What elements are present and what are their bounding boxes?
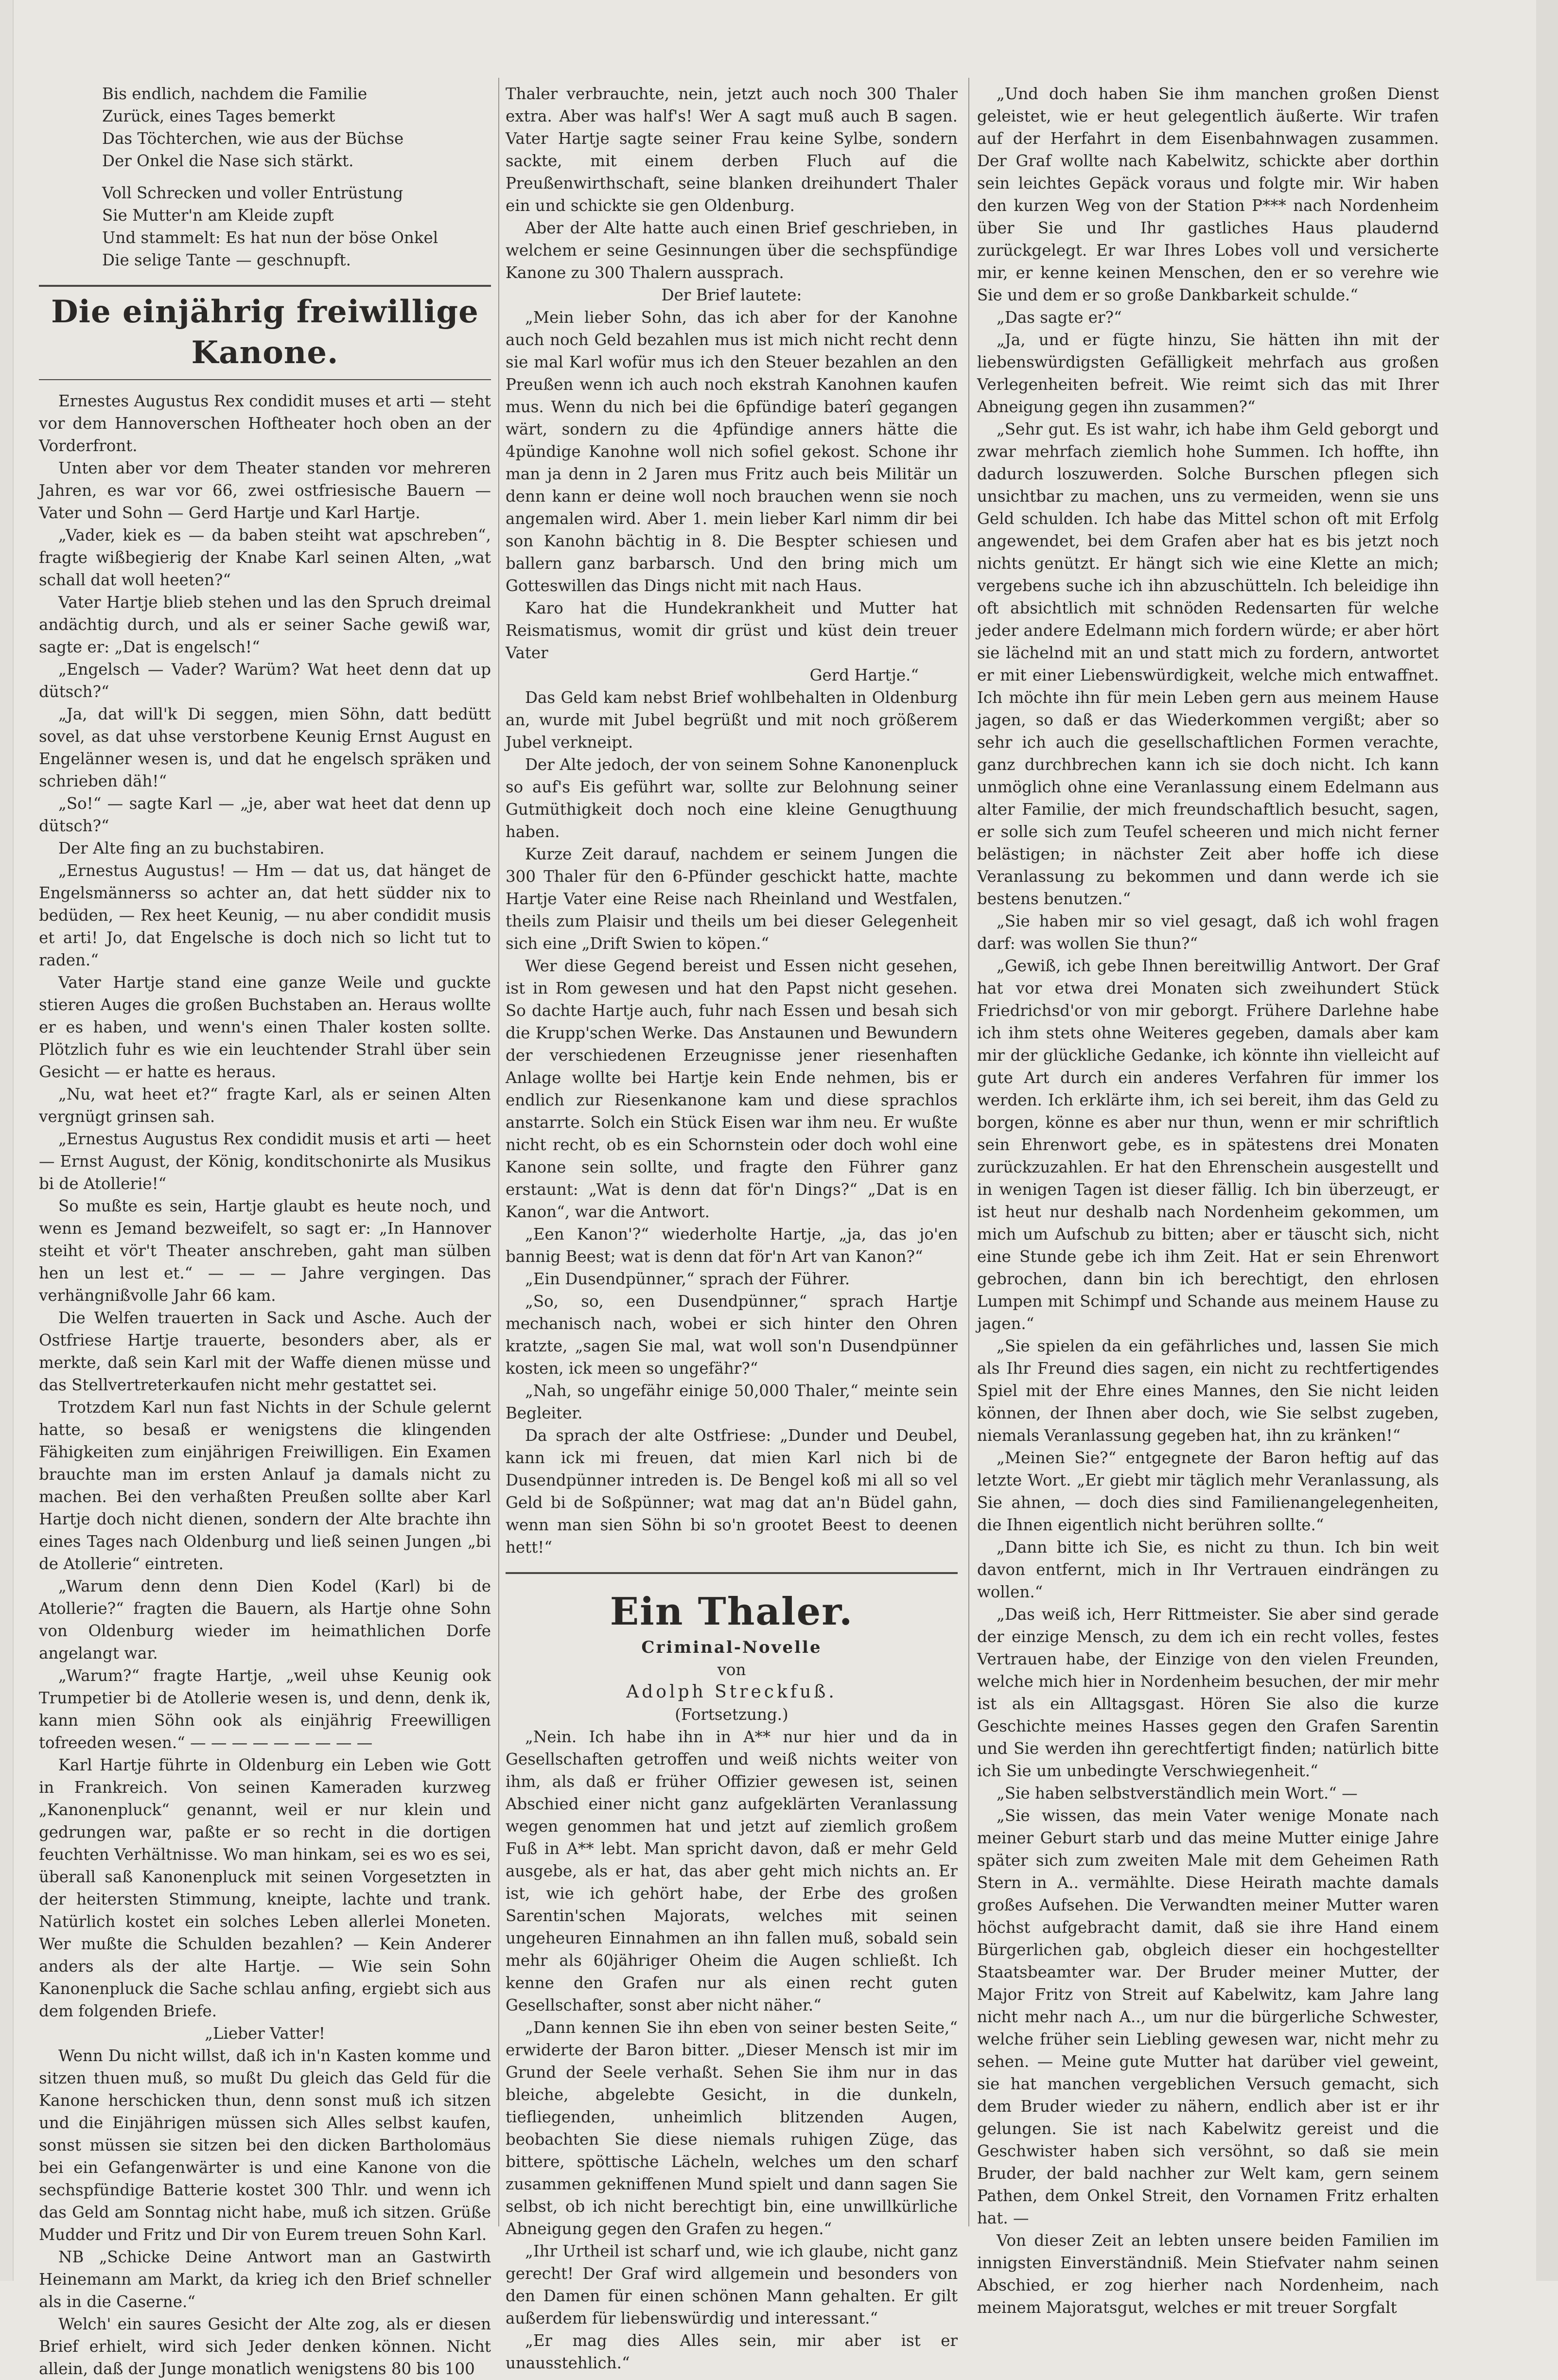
paragraph: Thaler verbrauchte, nein, jetzt auch noch 300 Thaler extra. Aber was half's! Wer A sagt muß auch B sagen. Vater Hartje sagte seiner Frau keine Sylbe, sondern sackte, mit einem derben Fluch auf die Preußenwirthschaft, seine blanken dreihundert Thaler ein und schickte sie gen Oldenburg. (506, 85, 958, 215)
paragraph: „Das sagte er?“ (997, 308, 1122, 327)
letter-paragraph: Karo hat die Hundekrankheit und Mutter hat Reismatismus, womit dir grüst und küst dein treuer Vater (506, 599, 958, 662)
paragraph: „Ihr Urtheil ist scharf und, wie ich glaube, nicht ganz gerecht! Der Graf wird allgemein und besonders von den Damen für einen schönen Mann gehalten. Er gilt außerdem für liebenswürdig und interessant.“ (506, 2242, 958, 2328)
paragraph: Wer diese Gegend bereist und Essen nicht gesehen, ist in Rom gewesen und hat den Papst nicht gesehen. So dachte Hartje auch, fuhr nach Essen und besah sich die Krupp'schen Werke. Das Anstaunen und Bewundern der verschiedenen Erzeugnisse jener riesenhaften Anlage wollte bei Hartje kein Ende nehmen, bis er endlich zur Riesenkanone kam und diese sprachlos anstarrte. Solch ein Stück Eisen war ihm neu. Er wußte nicht recht, ob es ein Schornstein oder doch wohl eine Kanone sein sollte, und fragte den Führer ganz erstaunt: „Wat is denn dat för'n Dings?“ „Dat is en Kanon“, war die Antwort. (506, 957, 958, 1221)
paragraph: Da sprach der alte Ostfriese: „Dunder und Deubel, kann ick mi freuen, dat mien Karl nich bi de Dusendpünner intreden is. De Bengel koß mi all so vel Geld bi de Soßpünner; wat mag dat an'n Büdel gahn, wenn man sien Söhn bi so'n grootet Beest to deenen hett!“ (506, 1426, 958, 1557)
poem-line: Zurück, eines Tages bemerkt (102, 107, 335, 125)
poem-line: Der Onkel die Nase sich stärkt. (102, 152, 354, 170)
paragraph: „Ernestus Augustus! — Hm — dat us, dat hänget de Engelsmännerss so achter an, dat hett südder nix to bedüden, — Rex heet Keunig, — nu aber condidit musis et arti! Jo, dat Engelsche is doch nich so licht tut to raden.“ (39, 861, 491, 969)
poem-line: Das Töchterchen, wie aus der Büchse (102, 129, 404, 148)
paragraph: Karl Hartje führte in Oldenburg ein Leben wie Gott in Frankreich. Von seinen Kameraden kurzweg „Kanonenpluck“ genannt, weil er nur klein und gedrungen war, paßte er so recht in die dortigen feuchten Verhältnisse. Wo man hinkam, sei es wo es sei, überall saß Kanonenpluck mit seinen Vorgesetzten in der heitersten Stimmung, kneipte, lachte und trank. Natürlich kostet ein solches Leben allerlei Moneten. Wer mußte die Schulden bezahlen? — Kein Anderer anders als der alte Hartje. — Wie sein Sohn Kanonenpluck die Sache schlau anfing, ergiebt sich aus dem folgenden Briefe. (39, 1756, 491, 2020)
letter-paragraph: Wenn Du nicht willst, daß ich in'n Kasten komme und sitzen thuen muß, so mußt Du gleich das Geld für die Kanone herschicken thun, denn sonst muß ich sitzen und die Einjährigen müssen sich Alles selbst kaufen, sonst müssen sie sitzen bei den dicken Bartholomäus bei ein Gefangenwärter is und eine Kanone von die sechspfündige Batterie kostet 300 Thlr. und wenn ich das Geld am Sonntag nicht habe, muß ich sitzen. Grüße Mudder und Fritz und Dir von Eurem treuen Sohn Karl. (39, 2047, 491, 2244)
paragraph: „Das weiß ich, Herr Rittmeister. Sie aber sind gerade der einzige Mensch, zu dem ich ein recht volles, festes Vertrauen habe, der Einzige von den vielen Freunden, welche mich hier in Nordenheim besuchen, der mir mehr ist als ein Alltagsgast. Hören Sie also die kurze Geschichte meines Hasses gegen den Grafen Sarentin und Sie werden ihn gerechtfertigt finden; natürlich bitte ich Sie um unbedingte Verschwiegenheit.“ (977, 1605, 1439, 1780)
novella-by: von (717, 1661, 746, 1679)
paragraph: „So!“ — sagte Karl — „je, aber wat heet dat denn up dütsch?“ (39, 794, 491, 835)
paragraph: Welch' ein saures Gesicht der Alte zog, als er diesen Brief erhielt, wird sich Jeder denken können. Nicht allein, daß der Junge monatlich wenigstens 80 bis 100 (39, 2315, 491, 2378)
paragraph: „Warum?“ fragte Hartje, „weil uhse Keunig ook Trumpetier bi de Atollerie wesen is, und denn, denk ik, kann mien Söhn ook als einjährig Freewilligen tofreeden wesen.“ — — — — — — — — — (39, 1666, 491, 1752)
novella-title: Ein Thaler. (610, 1590, 854, 1634)
novella-author: Adolph Streckfuß. (626, 1682, 837, 1702)
poem (39, 83, 491, 271)
poem-line: Sie Mutter'n am Kleide zupft (102, 206, 334, 225)
paragraph: „So, so, een Dusendpünner,“ sprach Hartje mechanisch nach, wobei er sich hinter den Ohren kratzte, „sagen Sie mal, wat woll son'n Dusendpünner kosten, ick meen so ungefähr?“ (506, 1292, 958, 1378)
paragraph: Das Geld kam nebst Brief wohlbehalten in Oldenburg an, wurde mit Jubel begrüßt und mit noch größerem Jubel verkneipt. (506, 688, 958, 752)
column-2 (506, 83, 958, 2372)
article-headline: Die einjährig freiwillige Kanone. (51, 294, 479, 371)
letter-paragraph: NB „Schicke Deine Antwort man an Gastwirth Heinemann am Markt, da krieg ich den Brief schneller als in die Caserne.“ (39, 2248, 491, 2311)
paragraph: „Sehr gut. Es ist wahr, ich habe ihm Geld geborgt und zwar mehrfach ziemlich hohe Summen. Ich hoffte, ihn dadurch loszuwerden. Solche Burschen pflegen sich unsichtbar zu machen, uns zu vermeiden, wenn sie uns Geld schulden. Ich habe das Mittel schon oft mit Erfolg angewendet, bei dem Grafen aber hat es bis jetzt noch nichts genützt. Er hängt sich wie eine Klette an mich; vergebens suche ich ihn abzuschütteln. Ich beleidige ihn oft absichtlich mit schnöden Redensarten für welche jeder andere Edelmann mich fordern würde; er aber hört sie lächelnd mit an und statt mich zu fordern, antwortet er mit einer Liebenswürdigkeit, welche mich entwaffnet. Ich möchte ihn für mein Leben gern aus meinem Hause jagen, so daß er das Wiederkommen vergißt; aber so sehr ich auch die gesellschaftlichen Formen verachte, ganz durchbrechen kann ich sie doch nicht. Ich kann unmöglich ohne eine Veranlassung einem Edelmann aus alter Familie, der mich freundschaftlich besucht, sagen, er solle sich zum Teufel scheeren und mich nicht ferner belästigen; in nächster Zeit aber hoffe ich diese Veranlassung zu bekommen und dann werde ich sie bestens benutzen.“ (977, 420, 1439, 908)
paragraph: „Sie wissen, das mein Vater wenige Monate nach meiner Geburt starb und das meine Mutter einige Jahre später sich zum zweiten Male mit dem Geheimen Rath Stern in A.. vermählte. Diese Heirath machte damals großes Aufsehen. Die Verwandten meiner Mutter waren höchst aufgebracht damit, daß sie ihre Hand einem Bürgerlichen gab, obgleich dieser ein hochgestellter Staatsbeamter war. Der Bruder meiner Mutter, der Major Fritz von Streit auf Kabelwitz, kam Jahre lang nicht mehr nach A.., um nur die bürgerliche Schwester, welche früher sein Liebling gewesen war, nicht mehr zu sehen. — Meine gute Mutter hat darüber viel geweint, sie hat manchen vergeblichen Versuch gemacht, sich dem Bruder wieder zu nähern, endlich aber ist er ihr gelungen. Sie ist nach Kabelwitz gereist und die Geschwister haben sich versöhnt, so daß sie mein Bruder, der bald nachher zur Welt kam, gern seinem Pathen, dem Onkel Streit, den Vornamen Fritz erhalten hat. — (977, 1806, 1439, 2227)
paragraph: „Nu, wat heet et?“ fragte Karl, als er seinen Alten vergnügt grinsen sah. (39, 1085, 491, 1126)
letter-intro: Der Brief lautete: (661, 286, 802, 304)
column-rule (968, 78, 969, 2226)
paragraph: Die Welfen trauerten in Sack und Asche. Auch der Ostfriese Hartje trauerte, besonders aber, als er merkte, daß sein Karl mit der Waffe dienen müsse und das Stellvertreterkaufen nicht mehr gestattet sei. (39, 1309, 491, 1394)
paragraph: Trotzdem Karl nun fast Nichts in der Schule gelernt hatte, so besaß er wenigstens die klingenden Fähigkeiten zum einjährigen Freiwilligen. Ein Examen brauchte man im ersten Anlauf ja damals nicht zu machen. Bei den verhaßten Preußen sollte aber Karl Hartje doch nicht dienen, sondern der Alte brachte ihn eines Tages nach Oldenburg und ließ seinen Jungen „bi de Atollerie“ eintreten. (39, 1398, 491, 1573)
paragraph: „Gewiß, ich gebe Ihnen bereitwillig Antwort. Der Graf hat vor etwa drei Monaten sich zweihundert Stück Friedrichsd'or von mir geborgt. Frühere Darlehne habe ich ihm stets ohne Weiteres gegeben, damals aber kam mir der glückliche Gedanke, ich könnte ihn vielleicht auf gute Art durch ein anderes Verfahren für immer los werden. Ich erklärte ihm, ich sei bereit, ihm das Geld zu borgen, könne es aber nur thun, wenn er mir schriftlich sein Ehrenwort gebe, es in spätestens drei Monaten zurückzuzahlen. Er hat den Ehrenschein ausgestellt und in wenigen Tagen ist dieser fällig. Ich bin überzeugt, er ist heut nur deshalb nach Nordenheim gekommen, um mich um Aufschub zu bitten; aber er täuscht sich, nicht eine Stunde gebe ich ihm Zeit. Hat er sein Ehrenwort gebrochen, dann bin ich berechtigt, den ehrlosen Lumpen mit Schimpf und Schande aus meinem Hause zu jagen.“ (977, 957, 1439, 1333)
paragraph: „Engelsch — Vader? Warüm? Wat heet denn dat up dütsch?“ (39, 660, 491, 701)
section-divider (39, 285, 491, 287)
poem-line: Voll Schrecken und voller Entrüstung (102, 184, 403, 202)
paragraph: „Sie haben selbstverständlich mein Wort.“ — (997, 1784, 1358, 1802)
paragraph: So mußte es sein, Hartje glaubt es heute noch, und wenn es Jemand bezweifelt, so sagt er: „In Hannover steiht et vör't Theater anschreben, gaht man sülben hen un lest et.“ — — — Jahre vergingen. Das verhängnißvolle Jahr 66 kam. (39, 1197, 491, 1305)
page-edge (1536, 0, 1558, 2281)
letter-signature: Gerd Hartje.“ (809, 666, 919, 684)
paragraph: „Warum denn denn Dien Kodel (Karl) bi de Atollerie?“ fragten die Bauern, als Hartje ohne Sohn von Oldenburg wieder im heimathlichen Dorfe angelangt war. (39, 1577, 491, 1662)
paragraph: Kurze Zeit darauf, nachdem er seinem Jungen die 300 Thaler für den 6-Pfünder geschickt hatte, machte Hartje Vater eine Reise nach Rheinland und Westfalen, theils zum Plaisir und theils um bei dieser Gelegenheit sich eine „Drift Swien to köpen.“ (506, 845, 958, 953)
paragraph: „Ernestus Augustus Rex condidit musis et arti — heet — Ernst August, der König, konditschonirte als Musikus bi de Atollerie!“ (39, 1130, 491, 1193)
paragraph: „Ein Dusendpünner,“ sprach der Führer. (525, 1270, 850, 1288)
letter-paragraph: „Mein lieber Sohn, das ich aber for der Kanohne auch noch Geld bezahlen mus ist mich nicht recht denn sie mal Karl wofür mus ich den Steuer bezahlen an den Preußen wenn ich auch noch ekstrah Kanohnen kaufen mus. Wenn du nich bei die 6pfündige baterî gegangen wärt, sondern zu die 4pfündige anners hätte die 4pündige Kanohne woll nich sofiel gekost. Schone ihr man ja denn in 2 Jaren mus Fritz auch beis Militär un denn kann er deine woll noch brauchen wenn sie noch angemalen wird. Aber 1. mein lieber Karl nimm dir bei son Kanohn bächtig in 8. Die Bespter schiesen und ballern ganz barbarsch. Und den bring mich um Gotteswillen das Dings nicht mit nach Haus. (506, 308, 958, 595)
poem-line: Die selige Tante — geschnupft. (102, 251, 351, 269)
paragraph: „Und doch haben Sie ihm manchen großen Dienst geleistet, wie er heut gelegentlich äußerte. Wir trafen auf der Herfahrt in dem Eisenbahnwagen zusammen. Der Graf wollte nach Kabelwitz, schickte aber dorthin sein leichtes Gepäck voraus und folgte mir. Wir haben den kurzen Weg von der Station P*** nach Nordenheim über Sie und Ihr gastliches Haus plaudernd zurückgelegt. Er war Ihres Lobes voll und versicherte mir, er kenne keinen Menschen, den er so verehre wie Sie und dem er so große Dankbarkeit schulde.“ (977, 85, 1439, 304)
paragraph: „Dann bitte ich Sie, es nicht zu thun. Ich bin weit davon entfernt, mich in Ihr Vertrauen eindrängen zu wollen.“ (977, 1538, 1439, 1601)
paragraph: „Sie haben mir so viel gesagt, daß ich wohl fragen darf: was wollen Sie thun?“ (977, 912, 1439, 953)
letter-greeting: „Lieber Vatter! (205, 2024, 325, 2043)
paragraph: „Nein. Ich habe ihn in A** nur hier und da in Gesellschaften getroffen und weiß nichts weiter von ihm, als daß er früher Offizier gewesen ist, seinen Abschied einer nicht ganz aufgeklärten Veranlassung wegen genommen hat und jetzt auf ziemlich großem Fuß in A** lebt. Man spricht davon, daß er mehr Geld ausgebe, als er hat, das aber geht mich nichts an. Er ist, wie ich gehört habe, der Erbe des großen Sarentin'schen Majorats, welches mit seinen ungeheuren Einnahmen an ihn fallen muß, sobald sein mehr als 60jähriger Oheim die Augen schließt. Ich kenne den Grafen nur als einen recht guten Gesellschafter, sonst aber nicht näher.“ (506, 1728, 958, 2014)
headline-divider (39, 379, 491, 380)
poem-line: Bis endlich, nachdem die Familie (102, 85, 368, 103)
paragraph: „Ja, dat will'k Di seggen, mien Söhn, datt bedütt sovel, as dat uhse verstorbene Keunig Ernst August en Engelänner wesen is, und dat he engelsch spräken und schrieben däh!“ (39, 705, 491, 790)
column-3 (977, 83, 1439, 2317)
paragraph: Vater Hartje blieb stehen und las den Spruch dreimal andächtig durch, und als er seiner Sache gewiß war, sagte er: „Dat is engelsch!“ (39, 593, 491, 656)
paragraph: „Vader, kiek es — da baben steiht wat apschreben“, fragte wißbegierig der Knabe Karl seinen Alten, „wat schall dat woll heeten?“ (39, 526, 491, 589)
paragraph: „Nah, so ungefähr einige 50,000 Thaler,“ meinte sein Begleiter. (506, 1382, 958, 1422)
novella-continuation: (Fortsetzung.) (675, 1705, 788, 1724)
paragraph: Vater Hartje stand eine ganze Weile und guckte stieren Auges die großen Buchstaben an. Heraus wollte er es haben, und wenn's einen Thaler kosten sollte. Plötzlich fuhr es wie ein leuchtender Strahl über sein Gesicht — er hatte es heraus. (39, 973, 491, 1081)
paragraph: Unten aber vor dem Theater standen vor mehreren Jahren, es war vor 66, zwei ostfriesische Bauern — Vater und Sohn — Gerd Hartje und Karl Hartje. (39, 459, 491, 522)
section-divider (506, 1572, 958, 1574)
paragraph: „Dann kennen Sie ihn eben von seiner besten Seite,“ erwiderte der Baron bitter. „Dieser Mensch ist mir im Grund der Seele verhaßt. Sehen Sie ihm nur in das bleiche, abgelebte Gesicht, in die dunkeln, tiefliegenden, unheimlich blitzenden Augen, beobachten Sie diese niemals ruhigen Züge, das bittere, spöttische Lächeln, welches um den scharf zusammen gekniffenen Mund spielt und dann sagen Sie selbst, ob ich nicht berechtigt bin, eine unwillkürliche Abneigung gegen den Grafen zu hegen.“ (506, 2018, 958, 2238)
poem-line: Und stammelt: Es hat nun der böse Onkel (102, 228, 438, 247)
paragraph: „Sie spielen da ein gefährliches und, lassen Sie mich als Ihr Freund dies sagen, ein nicht zu rechtfertigendes Spiel mit der Ehre eines Mannes, den Sie nicht leiden können, der Ihnen aber doch, wie Sie selbst zugeben, niemals Veranlassung gegeben hat, ihn zu kränken!“ (977, 1337, 1439, 1445)
paragraph: „Ja, und er fügte hinzu, Sie hätten ihn mit der liebenswürdigsten Gefälligkeit mehrfach aus großen Verlegenheiten befreit. Wie reimt sich das mit Ihrer Abneigung gegen ihn zusammen?“ (977, 331, 1439, 416)
column-1 (39, 83, 491, 2378)
paragraph: Von dieser Zeit an lebten unsere beiden Familien im innigsten Einverständniß. Mein Stiefvater nahm seinen Abschied, er zog hierher nach Nordenheim, nach meinem Majoratsgut, welches er mit treuer Sorgfalt (977, 2231, 1439, 2317)
paragraph: Der Alte fing an zu buchstabiren. (58, 839, 325, 858)
novella-subtitle: Criminal-Novelle (641, 1638, 822, 1657)
column-rule (498, 78, 499, 2226)
paragraph: Der Alte jedoch, der von seinem Sohne Kanonenpluck so auf's Eis geführt war, sollte zur Belohnung seiner Gutmüthigkeit doch noch eine kleine Genugthuung haben. (506, 755, 958, 841)
paragraph: Ernestes Augustus Rex condidit muses et arti — steht vor dem Hannoverschen Hoftheater hoch oben an der Vorderfront. (39, 392, 491, 455)
paragraph: „Een Kanon'?“ wiederholte Hartje, „ja, das jo'en bannig Beest; wat is denn dat för'n Art van Kanon?“ (506, 1225, 958, 1266)
paragraph: „Meinen Sie?“ entgegnete der Baron heftig auf das letzte Wort. „Er giebt mir täglich mehr Veranlassung, als Sie ahnen, — doch dies sind Familienangelegenheiten, die Ihnen eigentlich nicht berühren sollte.“ (977, 1449, 1439, 1534)
page-spine (0, 0, 14, 2281)
paragraph: Aber der Alte hatte auch einen Brief geschrieben, in welchem er seine Gesinnungen über die sechspfündige Kanone zu 300 Thalern aussprach. (506, 219, 958, 282)
paragraph: „Er mag dies Alles sein, mir aber ist er unausstehlich.“ (506, 2331, 958, 2372)
